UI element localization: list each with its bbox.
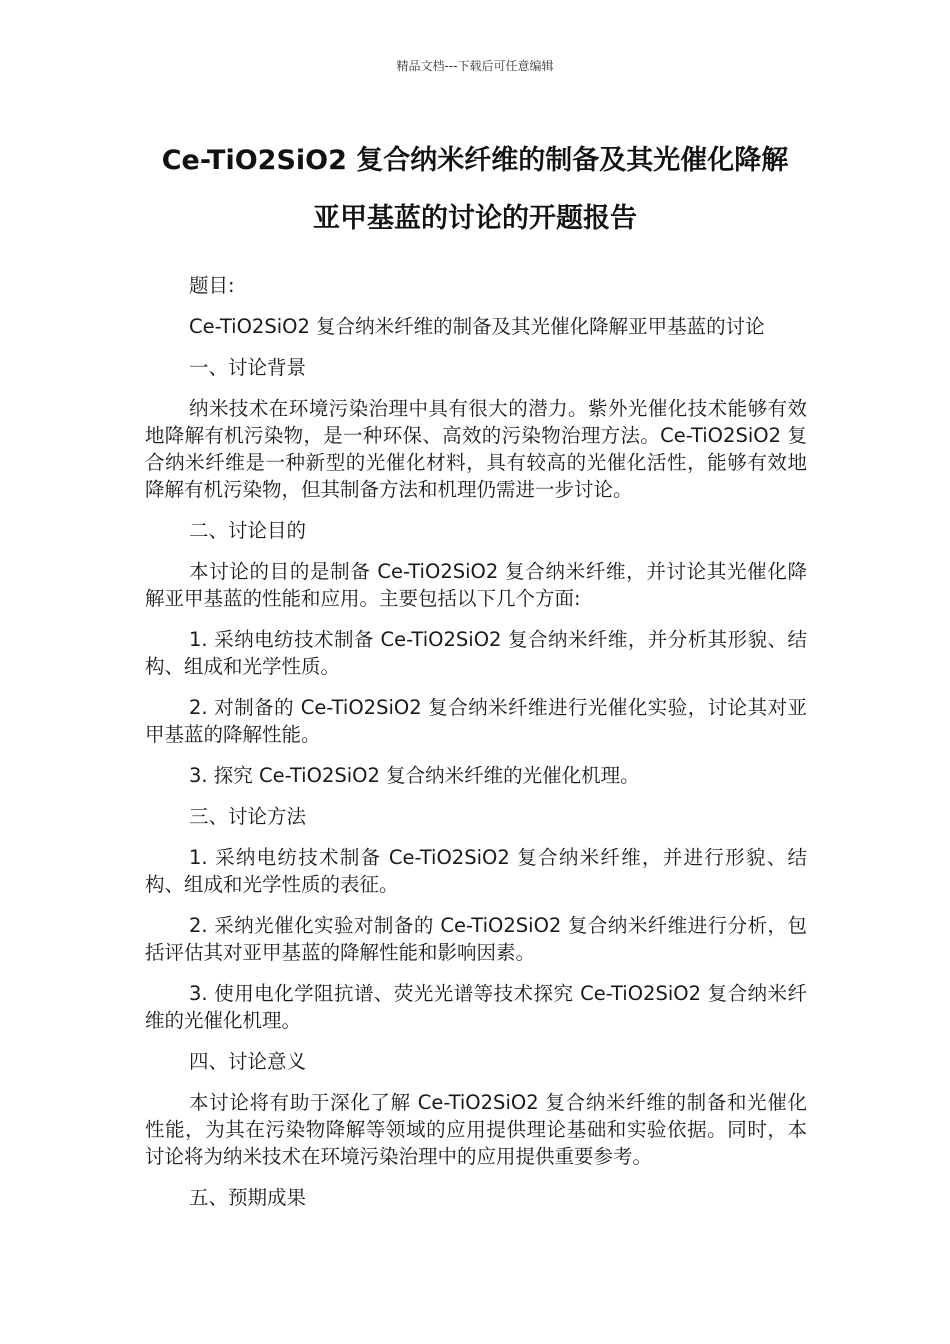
section-heading-significance: 四、讨论意义: [189, 1050, 307, 1073]
paragraph-background: 纳米技术在环境污染治理中具有很大的潜力。紫外光催化技术能够有效地降解有机污染物，是一种环保、高效的污染物治理方法。Ce-TiO2SiO2 复合纳米纤维是一种新型的光催化材料，具有较高的光催化活性，能够有效地降解有机污染物，但其制备方法和机理仍需进一步讨论。: [145, 397, 807, 501]
document-title-line-2: 亚甲基蓝的讨论的开题报告: [313, 203, 637, 234]
section-heading-purpose: 二、讨论目的: [189, 519, 307, 542]
method-item-3: 3. 使用电化学阻抗谱、荧光光谱等技术探究 Ce-TiO2SiO2 复合纳米纤维的光催化机理。: [145, 982, 807, 1032]
document-body: [145, 272, 807, 1225]
method-item-1: 1. 采纳电纺技术制备 Ce-TiO2SiO2 复合纳米纤维，并进行形貌、结构、组成和光学性质的表征。: [145, 846, 807, 896]
header-note: 精品文档---下载后可任意编辑: [396, 59, 554, 73]
topic-text: Ce-TiO2SiO2 复合纳米纤维的制备及其光催化降解亚甲基蓝的讨论: [189, 315, 765, 338]
section-heading-expected-results: 五、预期成果: [189, 1186, 307, 1209]
paragraph-purpose: 本讨论的目的是制备 Ce-TiO2SiO2 复合纳米纤维，并讨论其光催化降解亚甲基蓝的性能和应用。主要包括以下几个方面:: [145, 560, 807, 610]
topic-label: 题目:: [189, 274, 235, 297]
purpose-item-2: 2. 对制备的 Ce-TiO2SiO2 复合纳米纤维进行光催化实验，讨论其对亚甲基蓝的降解性能。: [145, 696, 807, 746]
section-heading-methods: 三、讨论方法: [189, 805, 307, 828]
purpose-item-1: 1. 采纳电纺技术制备 Ce-TiO2SiO2 复合纳米纤维，并分析其形貌、结构、组成和光学性质。: [145, 628, 807, 678]
section-heading-background: 一、讨论背景: [189, 356, 307, 379]
method-item-2: 2. 采纳光催化实验对制备的 Ce-TiO2SiO2 复合纳米纤维进行分析，包括评估其对亚甲基蓝的降解性能和影响因素。: [145, 914, 807, 964]
purpose-item-3: 3. 探究 Ce-TiO2SiO2 复合纳米纤维的光催化机理。: [189, 764, 640, 787]
paragraph-significance: 本讨论将有助于深化了解 Ce-TiO2SiO2 复合纳米纤维的制备和光催化性能，为其在污染物降解等领域的应用提供理论基础和实验依据。同时，本讨论将为纳米技术在环境污染治理中的应用提供重要参考。: [145, 1091, 807, 1168]
document-title-line-1: Ce-TiO2SiO2 复合纳米纤维的制备及其光催化降解: [161, 145, 789, 176]
